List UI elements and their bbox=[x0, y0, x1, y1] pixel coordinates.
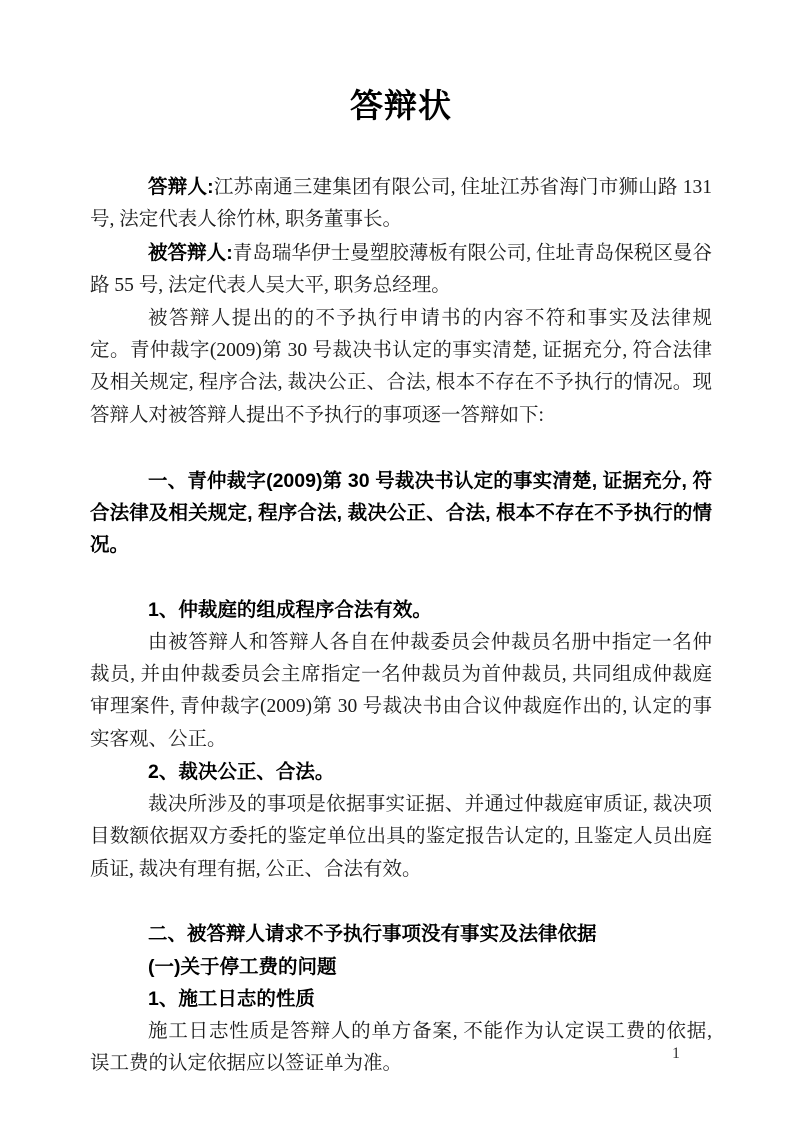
paragraph-intro: 被答辩人提出的的不予执行申请书的内容不符和事实及法律规定。青仲裁字(2009)第 30 号裁决书认定的事实清楚, 证据充分, 符合法律及相关规定, 程序合法, 裁决公正、合法, 根本不存在不予执行的情况。现答辩人对被答辩人提出不予执行的事项逐一答辩如下: bbox=[90, 307, 712, 426]
paragraph-tribunal-composition: 由被答辩人和答辩人各自在仲裁委员会仲裁员名册中指定一名仲裁员, 并由仲裁委员会主席指定一名仲裁员为首仲裁员, 共同组成仲裁庭审理案件, 青仲裁字(2009)第 30 号裁决书由合议仲裁庭作出的, 认定的事实客观、公正。 bbox=[90, 631, 712, 750]
heading-point-1: 1、仲裁庭的组成程序合法有效。 bbox=[148, 599, 432, 622]
page-number: 1 bbox=[672, 1045, 680, 1062]
claimant-label: 被答辩人: bbox=[148, 241, 233, 264]
heading-section-two: 二、被答辩人请求不予执行事项没有事实及法律依据 bbox=[148, 923, 597, 946]
claimant-text: 青岛瑞华伊士曼塑胶薄板有限公司, 住址青岛保税区曼谷路 55 号, 法定代表人吴大平, 职务总经理。 bbox=[90, 242, 712, 297]
heading-point-2: 2、裁决公正、合法。 bbox=[148, 761, 335, 784]
document-body bbox=[90, 171, 712, 1080]
paragraph-respondent bbox=[90, 171, 712, 237]
paragraph-construction-log: 施工日志性质是答辩人的单方备案, 不能作为认定误工费的依据, 误工费的认定依据应以签证单为准。 bbox=[90, 1020, 712, 1074]
document-content bbox=[90, 0, 712, 1080]
heading-stoppage-fee: (一)关于停工费的问题 bbox=[148, 955, 337, 978]
respondent-label: 答辩人: bbox=[148, 176, 214, 198]
paragraph-claimant bbox=[90, 237, 712, 303]
heading-construction-log: 1、施工日志的性质 bbox=[148, 988, 315, 1011]
document-title: 答辩状 bbox=[350, 87, 452, 124]
respondent-text: 江苏南通三建集团有限公司, 住址江苏省海门市狮山路 131 号, 法定代表人徐竹林, 职务董事长。 bbox=[90, 177, 712, 231]
paragraph-award-basis: 裁决所涉及的事项是依据事实证据、并通过仲裁庭审质证, 裁决项目数额依据双方委托的鉴定单位出具的鉴定报告认定的, 且鉴定人员出庭质证, 裁决有理有据, 公正、合法有效。 bbox=[90, 793, 712, 880]
heading-section-one: 一、青仲裁字(2009)第 30 号裁决书认定的事实清楚, 证据充分, 符合法律及相关规定, 程序合法, 裁决公正、合法, 根本不存在不予执行的情况。 bbox=[90, 469, 712, 557]
